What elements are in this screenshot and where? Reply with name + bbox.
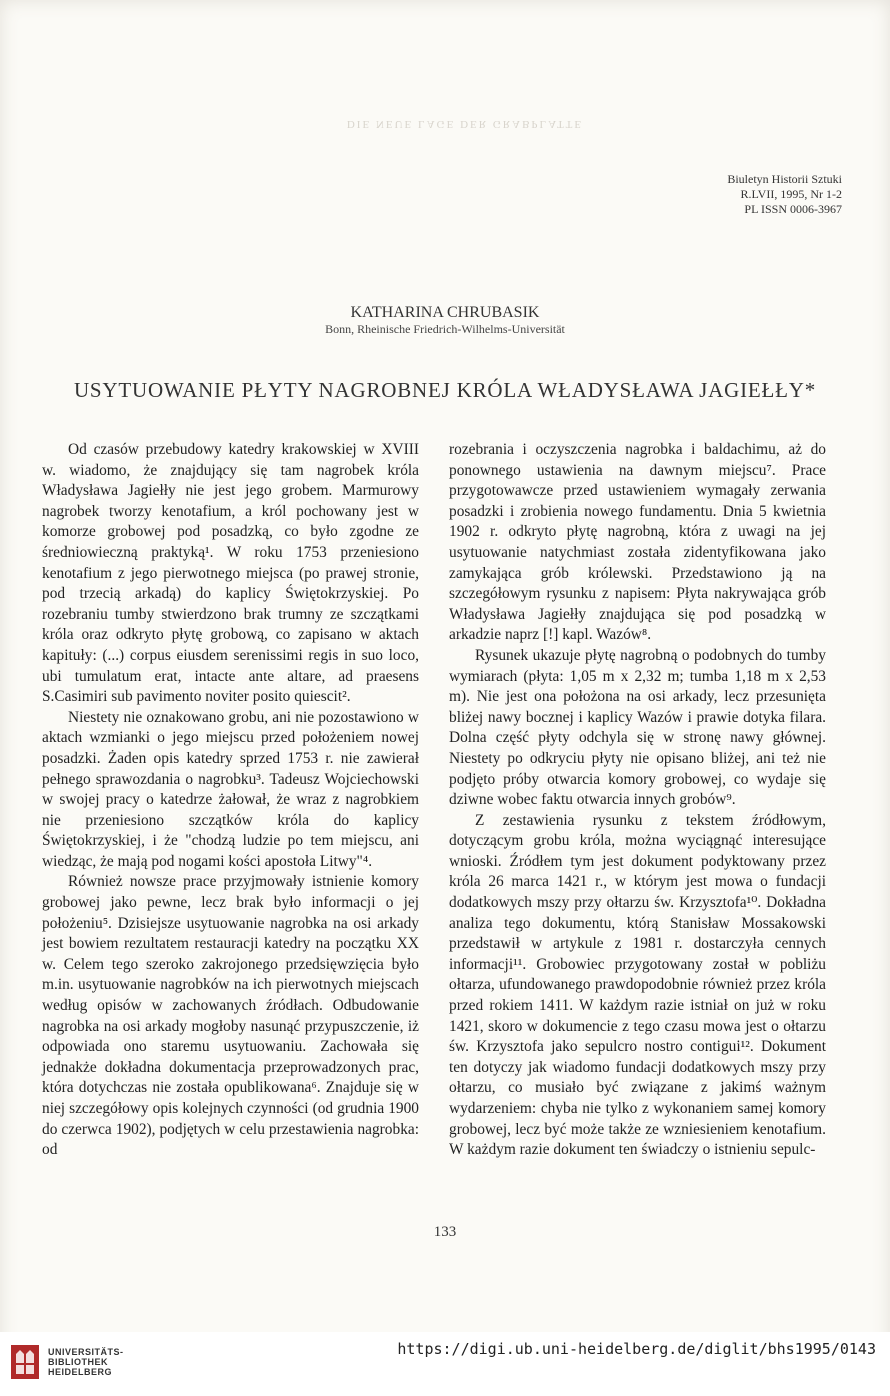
journal-name: Biuletyn Historii Sztuki (727, 172, 842, 186)
paragraph: Rysunek ukazuje płytę nagrobną o podobnych do tumby wymiarach (płyta: 1,05 m x 2,32 m; tumba 1,18 m x 2,53 m). Nie jest ona położona na osi arkady, lecz przesunięta bliżej nawy bocznej i kaplicy Wazów i prawie dotyka filara. Dolna część płyty odchyla się w stronę nawy głównej. Niestety po odkryciu płyty nie opisano bliżej, ani też nie podjęto próby otwarcia komory grobowej, co wydaje się dziwne wobec faktu otwarcia innych grobów⁹. (449, 646, 826, 809)
page-number: 133 (433, 1224, 457, 1240)
library-logo[interactable] (10, 1344, 124, 1380)
paragraph: Również nowsze prace przyjmowały istnienie komory grobowej jako pewne, lecz brak było informacji o jej położeniu⁵. Dzisiejsze usytuowanie nagrobka na osi arkady jest bowiem rezultatem restauracji katedry na początku XX w. Celem tego szeroko zakrojonego przedsięwzięcia było m.in. usytuowanie nagrobków na ich pierwotnych miejscach według opisów w zachowanych źródłach. Odbudowanie nagrobka na osi arkady mogłoby nasunąć przypuszczenie, iż odpowiada ono staremu usytuowaniu. Zachowała się jednakże dokładna dokumentacja przeprowadzonych prac, która dotychczas nie została opublikowana⁶. Znajduje się w niej szczegółowy opis kolejnych czynności (od grudnia 1900 do czerwca 1902), podjętych w celu przestawienia nagrobka: od (42, 873, 419, 1159)
journal-issn: PL ISSN 0006-3967 (744, 202, 842, 216)
bleed-through-text: DIE NEUE LAGE DER GRABPLATTE (346, 118, 584, 130)
logo-line: BIBLIOTHEK (48, 1357, 108, 1367)
university-seal-icon (10, 1344, 40, 1380)
paragraph: Od czasów przebudowy katedry krakowskiej w XVIII w. wiadomo, że znajdujący się tam nagrobek króla Władysława Jagiełły nie jest jego grobem. Marmurowy nagrobek tworzy kenotafium, a król pochowany jest w komorze grobowej pod posadzką, co było zgodne ze średniowieczną praktyką¹. W roku 1753 przeniesiono kenotafium z jego pierwotnego miejsca (po prawej stronie, pod trzecią arkadą) do kaplicy Świętokrzyskiej. Po rozebraniu tumby stwierdzono brak trumny ze szczątkami króla oraz odkryto płytę grobową, co zapisano w aktach kapituły: (...) corpus eiusdem serenissimi regis in suo loco, ubi tumulatum erat, intacte ante altare, ad praesens S.Casimiri sub pavimento noviter posito quiescit². (42, 441, 419, 706)
paragraph: Niestety nie oznakowano grobu, ani nie pozostawiono w aktach wzmianki o jego miejscu przed położeniem nowej posadzki. Żaden opis katedry sprzed 1753 r. nie zawierał pełnego sprawozdania o nagrobku³. Tadeusz Wojciechowski w swojej pracy o katedrze żałował, że wraz z nagrobkiem nie przeniesiono szczątków króla do kaplicy Świętokrzyskiej, i że "chodzą ludzie po tem miejscu, ani wiedząc, że mają pod nogami kości apostoła Litwy"⁴. (42, 708, 419, 870)
author-name: KATHARINA CHRUBASIK (350, 304, 540, 321)
journal-volume: R.LVII, 1995, Nr 1-2 (740, 187, 842, 201)
source-url-link[interactable]: https://digi.ub.uni-heidelberg.de/diglit/bhs1995/0143 (397, 1340, 876, 1358)
article-title: USYTUOWANIE PŁYTY NAGROBNEJ KRÓLA WŁADYSŁAWA JAGIEŁŁY* (73, 378, 817, 402)
text-column-right (449, 440, 826, 1161)
paragraph: Z zestawienia rysunku z tekstem źródłowym, dotyczącym grobu króla, można wyciągnąć interesujące wnioski. Źródłem tym jest dokument podyktowany przez króla 26 marca 1421 r., w którym jest mowa o fundacji dodatkowych mszy przy ołtarzu św. Krzysztofa¹⁰. Dokładna analiza tego dokumentu, którą Stanisław Mossakowski przedstawił w artykule z 1981 r. dostarczyła cennych informacji¹¹. Grobowiec przygotowany został w pobliżu ołtarza, ufundowanego prawdopodobnie również przez króla przed rokiem 1411. W każdym razie istniał on już w roku 1421, skoro w dokumencie z tego czasu mowa jest o ołtarzu św. Krzysztofa jako sepulcro nostro contigui¹². Dokument ten dotyczy jak wiadomo fundacji dodatkowych mszy przy ołtarzu, co musiało być związane z jakimś ważnym wydarzeniem: chyba nie tylko z wykonaniem samej komory grobowej, lecz być może także ze wzniesieniem kenotafium. W każdym razie dokument ten świadczy o istnieniu sepulc- (449, 811, 826, 1159)
journal-info (727, 172, 842, 217)
logo-line: UNIVERSITÄTS- (48, 1347, 124, 1357)
logo-line: HEIDELBERG (48, 1367, 113, 1377)
text-column-left (42, 440, 419, 1161)
footer-bar (0, 1332, 890, 1396)
paragraph: rozebrania i oczyszczenia nagrobka i baldachimu, aż do ponownego ustawienia na dawnym miejscu⁷. Prace przygotowawcze przed ustawieniem wymagały zerwania posadzki i zrobienia nowego fundamentu. Dnia 5 kwietnia 1902 r. odkryto płytę nagrobną, która z uwagi na jej usytuowanie natychmiast została zidentyfikowana jako zamykająca grób królewski. Przedstawiono ją na szczegółowym rysunku z napisem: Płyta nakrywająca grób Władysława Jagiełły znajdująca się pod posadzką w arkadzie naprz [!] kapl. Wazów⁸. (449, 441, 826, 644)
library-name (48, 1347, 124, 1377)
author-affiliation: Bonn, Rheinische Friedrich-Wilhelms-Universität (325, 322, 565, 336)
